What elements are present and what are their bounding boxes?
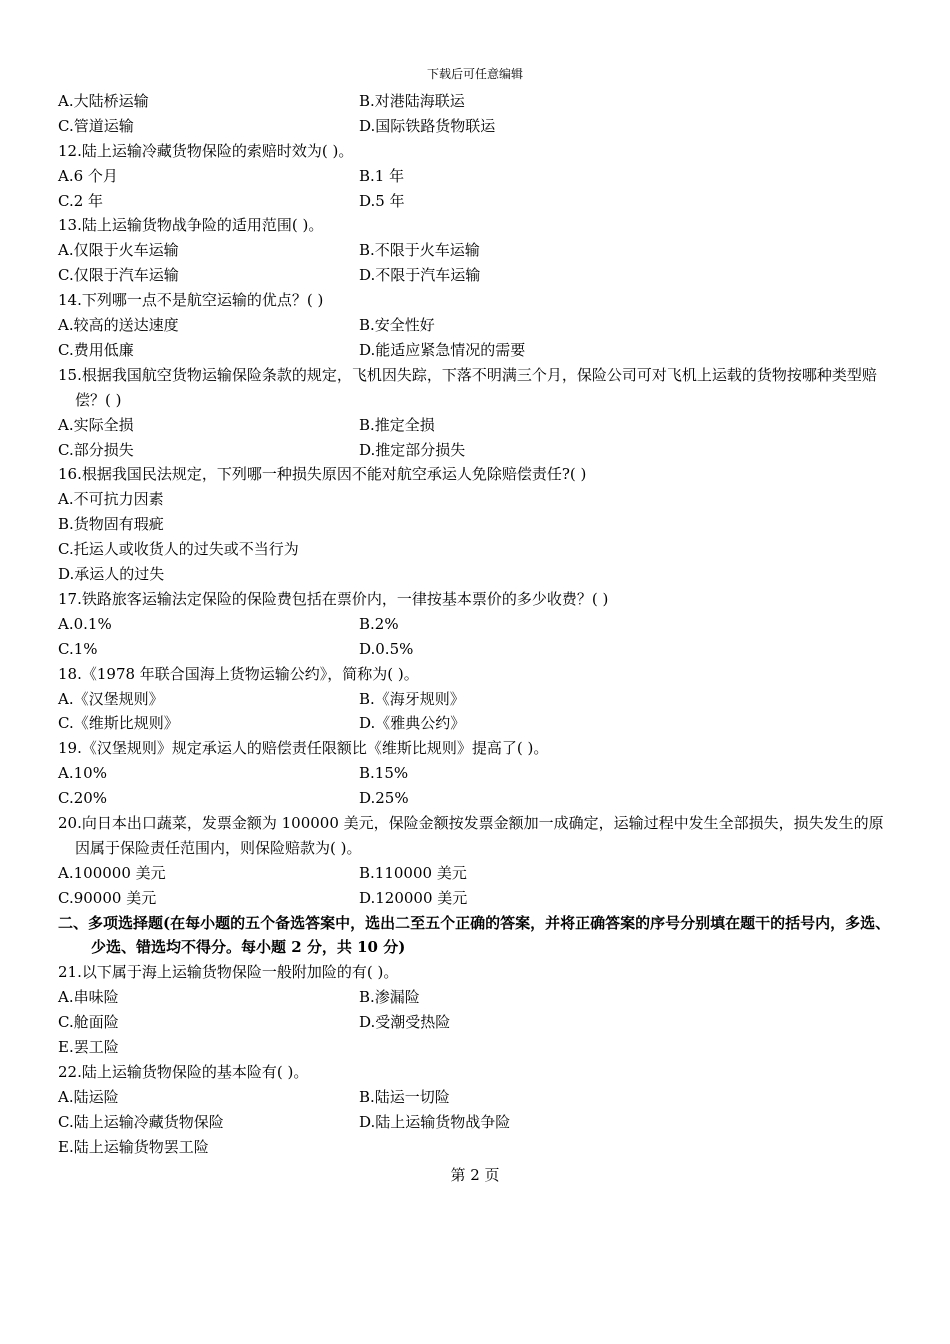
option-line: C.托运人或收货人的过失或不当行为 [58,540,299,559]
option-row [58,164,894,189]
option-left: C.费用低廉 [58,340,134,359]
option-row [58,637,894,662]
document-body [58,89,894,1160]
question-stem: 15.根据我国航空货物运输保险条款的规定，飞机因失踪，下落不明满三个月，保险公司可对飞机上运载的货物按哪种类型赔偿？( ) [58,365,877,409]
option-row [58,413,894,438]
question-stem: 14.下列哪一点不是航空运输的优点？( ) [58,291,324,310]
option-row [58,189,894,214]
question-stem: 12.陆上运输冷藏货物保险的索赔时效为( )。 [58,141,354,160]
option-row [58,263,894,288]
question-stem: 19.《汉堡规则》规定承运人的赔偿责任限额比《维斯比规则》提高了( )。 [58,739,549,758]
option-row [58,114,894,139]
option-row [58,1010,894,1035]
option-row [58,761,894,786]
option-left: A.陆运险 [58,1087,119,1106]
question-stem: 18.《1978 年联合国海上货物运输公约》，简称为( )。 [58,664,419,683]
option-right: D.受潮受热险 [359,1013,451,1032]
option-row [58,338,894,363]
option-line: B.货物固有瑕疵 [58,515,164,534]
option-right: D.不限于汽车运输 [359,266,481,285]
question-stem: 21.以下属于海上运输货物保险一般附加险的有( )。 [58,963,399,982]
option-right: B.15% [359,764,409,783]
page-footer: 第 2 页 [450,1166,500,1184]
option-row [58,1085,894,1110]
option-line: E.陆上运输货物罢工险 [58,1137,209,1156]
option-left: A.大陆桥运输 [58,92,149,110]
option-left: C.仅限于汽车运输 [58,266,179,285]
option-line: D.承运人的过失 [58,565,165,584]
section-heading: 二、多项选择题(在每小题的五个备选答案中，选出二至五个正确的答案，并将正确答案的序号分别填在题干的括号内，多选、少选、错选均不得分。每小题 2 分，共 10 分) [58,913,891,957]
option-row [58,438,894,463]
option-right: B.对港陆海联运 [359,92,465,110]
option-row [58,1110,894,1135]
question-stem: 20.向日本出口蔬菜，发票金额为 100000 美元，保险金额按发票金额加一成确定，运输过程中发生全部损失，损失发生的原因属于保险责任范围内，则保险赔款为( )。 [58,813,884,857]
option-line: E.罢工险 [58,1038,119,1057]
question-stem: 17.铁路旅客运输法定保险的保险费包括在票价内，一律按基本票价的多少收费？( ) [58,589,609,608]
option-left: A.实际全损 [58,415,134,434]
option-row [58,238,894,263]
option-left: C.部分损失 [58,440,134,459]
option-right: D.120000 美元 [359,888,468,907]
option-right: D.25% [359,789,409,808]
option-left: C.1% [58,639,98,658]
option-right: D.陆上运输货物战争险 [359,1112,511,1131]
option-right: D.5 年 [359,191,405,210]
option-left: C.舱面险 [58,1013,119,1032]
question-stem: 13.陆上运输货物战争险的适用范围( )。 [58,216,324,235]
option-right: D.推定部分损失 [359,440,466,459]
page-header: 下载后可任意编辑 [426,67,523,81]
option-left: C.管道运输 [58,116,134,135]
option-right: B.《海牙规则》 [359,689,465,708]
option-left: C.《维斯比规则》 [58,714,179,733]
option-row [58,886,894,911]
option-left: A.串味险 [58,988,119,1007]
option-row [58,687,894,712]
option-right: D.0.5% [359,639,414,658]
option-right: B.2% [359,614,399,633]
option-left: A.100000 美元 [58,863,166,882]
option-left: A.仅限于火车运输 [58,241,179,260]
option-right: D.国际铁路货物联运 [359,116,496,135]
option-right: B.不限于火车运输 [359,241,480,260]
option-right: B.安全性好 [359,316,435,335]
option-right: D.《雅典公约》 [359,714,466,733]
option-left: C.90000 美元 [58,888,157,907]
option-row [58,711,894,736]
option-left: A.10% [58,764,107,783]
option-left: A.《汉堡规则》 [58,689,164,708]
option-left: A.0.1% [58,614,112,633]
option-right: D.能适应紧急情况的需要 [359,340,526,359]
option-right: B.1 年 [359,166,405,185]
option-left: C.20% [58,789,108,808]
option-left: C.陆上运输冷藏货物保险 [58,1112,224,1131]
option-right: B.渗漏险 [359,988,420,1007]
option-row [58,313,894,338]
option-left: A.6 个月 [58,166,118,185]
option-row [58,985,894,1010]
option-right: B.陆运一切险 [359,1087,450,1106]
option-row [58,89,894,114]
option-left: A.较高的送达速度 [58,316,179,335]
option-right: B.110000 美元 [359,863,467,882]
option-line: A.不可抗力因素 [58,490,164,509]
option-left: C.2 年 [58,191,104,210]
option-row [58,861,894,886]
option-right: B.推定全损 [359,415,435,434]
question-stem: 22.陆上运输货物保险的基本险有( )。 [58,1062,309,1081]
option-row [58,612,894,637]
question-stem: 16.根据我国民法规定，下列哪一种损失原因不能对航空承运人免除赔偿责任?( ) [58,465,587,484]
option-row [58,786,894,811]
